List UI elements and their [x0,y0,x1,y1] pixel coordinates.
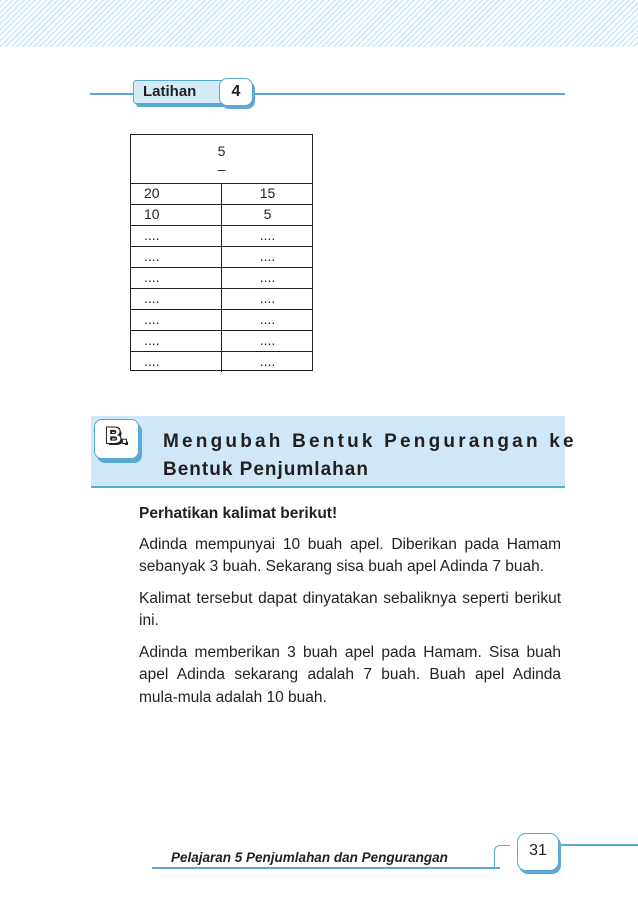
footer-rule-right [558,844,638,846]
table-row [131,183,312,205]
section-badge [94,419,139,459]
table-cell-right: .... [259,290,276,306]
table-cell-left: .... [131,351,222,372]
table-cell-right: .... [259,248,276,264]
paragraph-3: Adinda memberikan 3 buah apel pada Hamam. Sisa buah apel Adinda sekarang adalah 7 buah. Buah apel Adinda mula-mula adalah 10 buah. [139,643,561,706]
table-header [131,135,312,184]
table-cell-left: .... [131,225,222,246]
subtraction-table [130,134,313,371]
table-cell-right: .... [259,332,276,348]
table-cell-left: .... [131,330,222,351]
content-body [139,503,561,718]
section-title [163,428,577,484]
footer-rule [152,867,500,869]
table-cell-left: .... [131,309,222,330]
lead-sentence: Perhatikan kalimat berikut! [139,505,338,522]
section-title-line2: Bentuk Penjumlahan [163,459,369,480]
table-row [131,225,312,247]
latihan-number: 4 [219,78,253,106]
paragraph-1: Adinda mempunyai 10 buah apel. Diberikan pada Hamam sebanyak 3 buah. Sekarang sisa buah apel Adinda 7 buah. [139,535,561,575]
latihan-label: Latihan [133,80,225,104]
table-cell-left: .... [131,267,222,288]
table-cell-right: 5 [263,206,272,222]
paragraph-2: Kalimat tersebut dapat dinyatakan sebaliknya seperti berikut ini. [139,589,561,629]
table-row [131,330,312,352]
table-cell-left: 10 [131,204,222,225]
table-row [131,204,312,226]
table-row [131,309,312,331]
table-cell-left: .... [131,246,222,267]
chapter-footer: Pelajaran 5 Penjumlahan dan Pengurangan [171,850,448,865]
table-cell-right: .... [259,269,276,285]
table-row [131,288,312,310]
table-cell-right: .... [259,311,276,327]
header-number: 5 [217,143,226,159]
table-cell-right: .... [259,353,276,369]
decorative-top-band [0,0,638,47]
table-row [131,246,312,268]
footer-rule-hook [494,845,510,868]
table-row [131,267,312,289]
table-cell-right: 15 [259,185,276,201]
header-minus-sign: – [217,161,226,177]
table-cell-left: 20 [131,183,222,204]
page-number: 31 [517,833,559,871]
section-badge-label: B. [105,423,128,448]
table-cell-left: .... [131,288,222,309]
table-cell-right: .... [259,227,276,243]
table-row [131,351,312,372]
section-title-line1: Mengubah Bentuk Pengurangan ke [163,431,577,452]
